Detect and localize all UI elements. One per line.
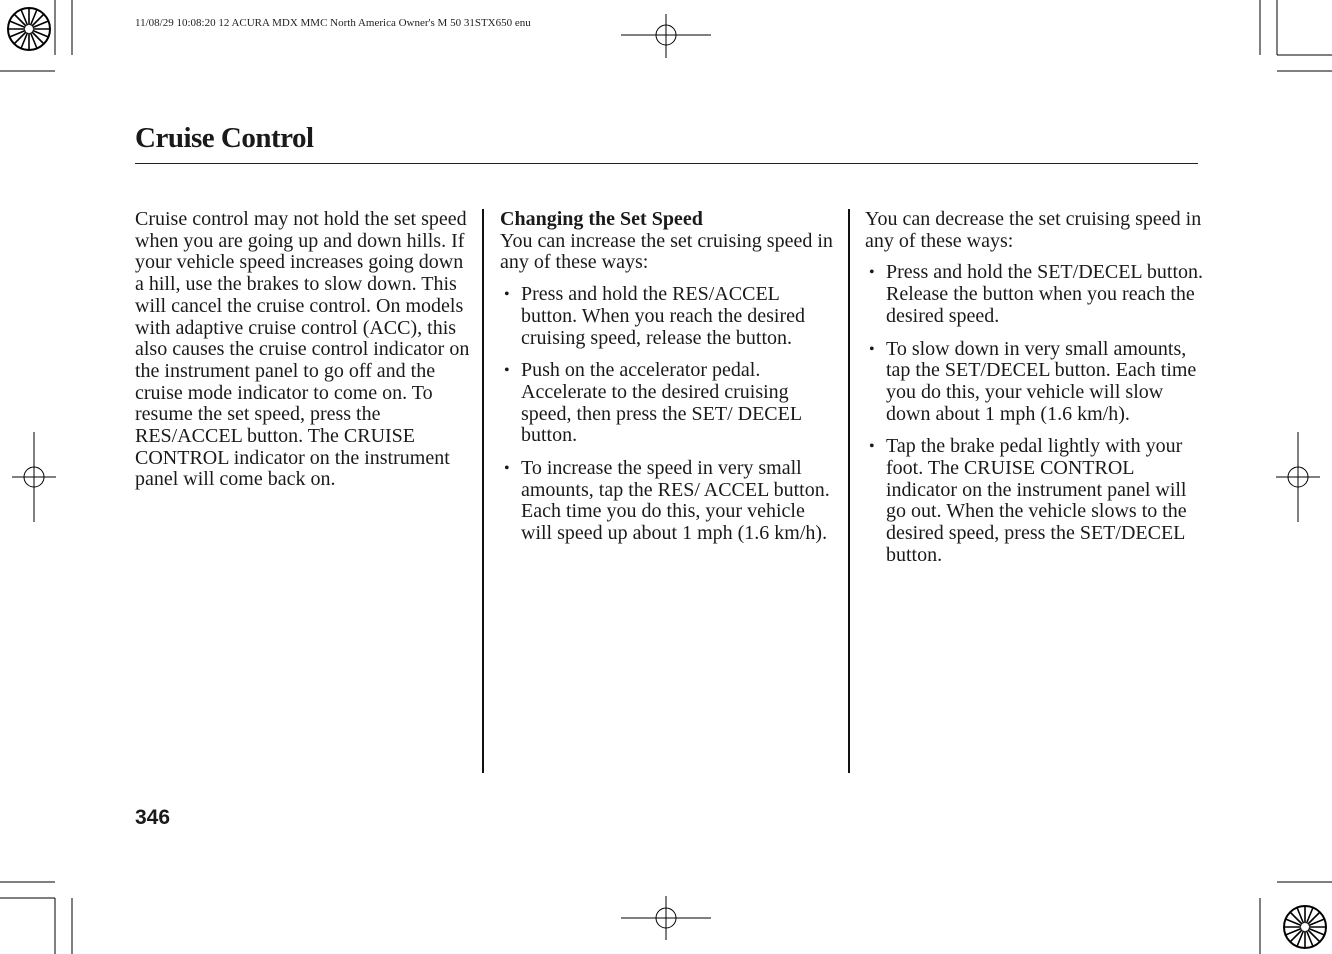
page-title: Cruise Control: [135, 122, 314, 154]
decrease-speed-list: [865, 262, 1205, 566]
decrease-speed-intro: You can decrease the set cruising speed in any of these ways:: [865, 208, 1202, 252]
bullet-icon: •: [504, 460, 510, 478]
column-divider-2: [848, 209, 850, 773]
list-item-text: To slow down in very small amounts, tap the SET/DECEL button. Each time you do this, your vehicle will slow down about 1 mph (1.6 km/h).: [886, 337, 1197, 425]
section-heading-changing-set-speed: Changing the Set Speed: [500, 208, 703, 230]
list-item-text: Press and hold the RES/ACCEL button. When you reach the desired cruising speed, release the button.: [521, 283, 805, 349]
cruise-hills-paragraph: Cruise control may not hold the set speed when you are going up and down hills. If your vehicle speed increases going down a hill, use the brakes to slow down. This will cancel the cruise control. On models with adaptive cruise control (ACC), this also causes the cruise control indicator on the instrument panel to go off and the cruise mode indicator to come on. To resume the set speed, press the RES/ACCEL button. The CRUISE CONTROL indicator on the instrument panel will come back on.: [135, 208, 470, 491]
crosshair-right-middle: [1276, 432, 1320, 522]
bullet-icon: •: [869, 438, 875, 456]
bullet-icon: •: [869, 264, 875, 282]
list-item-text: Push on the accelerator pedal. Accelerate to the desired cruising speed, then press the SET/ DECEL button.: [521, 359, 802, 447]
increase-speed-intro: You can increase the set cruising speed in any of these ways:: [500, 229, 833, 274]
bullet-icon: •: [504, 286, 510, 304]
list-item: [500, 360, 840, 447]
crosshair-left-middle: [12, 432, 56, 522]
list-item-text: Tap the brake pedal lightly with your foot. The CRUISE CONTROL indicator on the instrument panel will go out. When the vehicle slows to the desired speed, press the SET/DECEL button.: [886, 435, 1187, 566]
increase-speed-list: [500, 284, 840, 545]
page-number: 346: [135, 806, 171, 829]
list-item: [865, 262, 1205, 327]
list-item: [865, 339, 1205, 426]
bullet-icon: •: [504, 362, 510, 380]
crosshair-bottom-center: [621, 896, 711, 940]
bullet-icon: •: [869, 340, 875, 358]
list-item: [500, 458, 840, 545]
crosshair-top-center: [621, 14, 711, 58]
list-item: [500, 284, 840, 349]
column-2: [500, 209, 840, 556]
list-item: [865, 436, 1205, 566]
column-1: [135, 209, 473, 491]
column-3: [865, 209, 1205, 578]
column-divider-1: [482, 209, 484, 773]
list-item-text: Press and hold the SET/DECEL button. Release the button when you reach the desired speed.: [886, 261, 1204, 327]
list-item-text: To increase the speed in very small amounts, tap the RES/ ACCEL button. Each time you do this, your vehicle will speed up about 1 mph (1.6 km/h).: [521, 457, 830, 545]
title-rule: [135, 163, 1198, 164]
print-job-info: 11/08/29 10:08:20 12 ACURA MDX MMC North America Owner's M 50 31STX650 enu: [135, 17, 531, 29]
